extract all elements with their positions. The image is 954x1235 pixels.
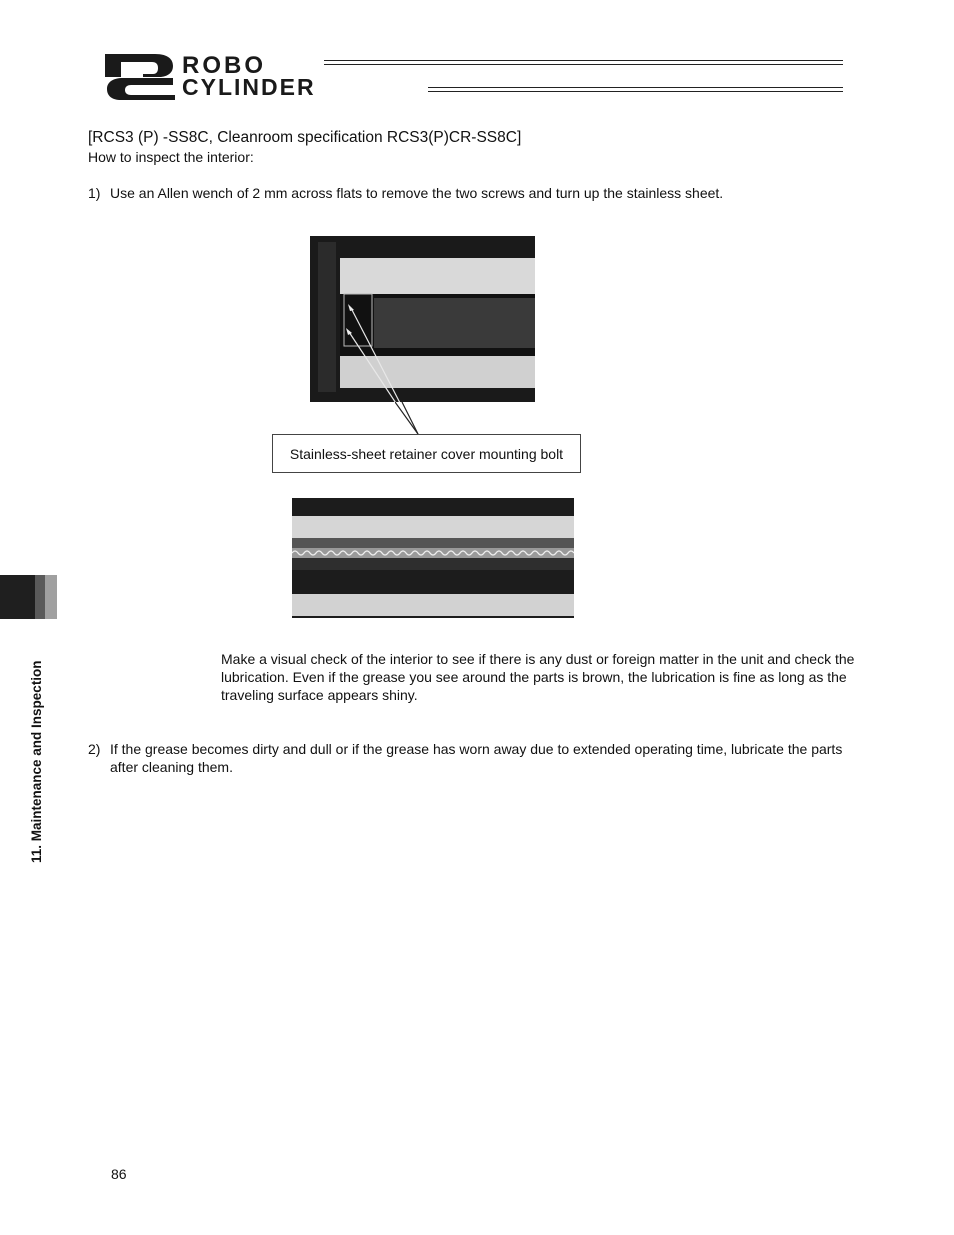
- header-rule-bottom: [428, 87, 843, 92]
- step-2: [88, 740, 878, 780]
- step-text: Use an Allen wench of 2 mm across flats to remove the two screws and turn up the stainless sheet.: [110, 185, 724, 201]
- chapter-tab-mid: [35, 575, 45, 619]
- step-1: [88, 184, 878, 204]
- step-text: If the grease becomes dirty and dull or if the grease has worn away due to extended operating time, lubricate the parts after cleaning them.: [110, 741, 843, 775]
- step-number: 2): [88, 741, 101, 757]
- photo-stainless-sheet: [310, 236, 535, 402]
- logo-cylinder-text: CYLINDER: [182, 74, 316, 100]
- callout-label: Stainless-sheet retainer cover mounting bolt: [272, 434, 581, 473]
- inspection-note: Make a visual check of the interior to see if there is any dust or foreign matter in the unit and check the lubrication. Even if the grease you see around the parts is brown, the lubrication is fine as long as the traveling surface appears shiny.: [221, 651, 855, 703]
- step-number: 1): [88, 185, 101, 201]
- page-number: 86: [111, 1166, 127, 1182]
- logo-robo-text: ROBO: [182, 52, 266, 79]
- chapter-tab-light: [45, 575, 57, 619]
- photo-interior-ball-screw: [292, 498, 574, 618]
- header-rule-top: [324, 60, 843, 65]
- section-subtitle: How to inspect the interior:: [88, 149, 254, 165]
- chapter-side-label: 11. Maintenance and Inspection: [29, 660, 44, 863]
- robo-cylinder-logo-mark: [103, 52, 179, 102]
- chapter-tab-dark: [0, 575, 35, 619]
- section-title: [RCS3 (P) -SS8C, Cleanroom specification RCS3(P)CR-SS8C]: [88, 129, 522, 146]
- arrow-leader: [395, 402, 420, 435]
